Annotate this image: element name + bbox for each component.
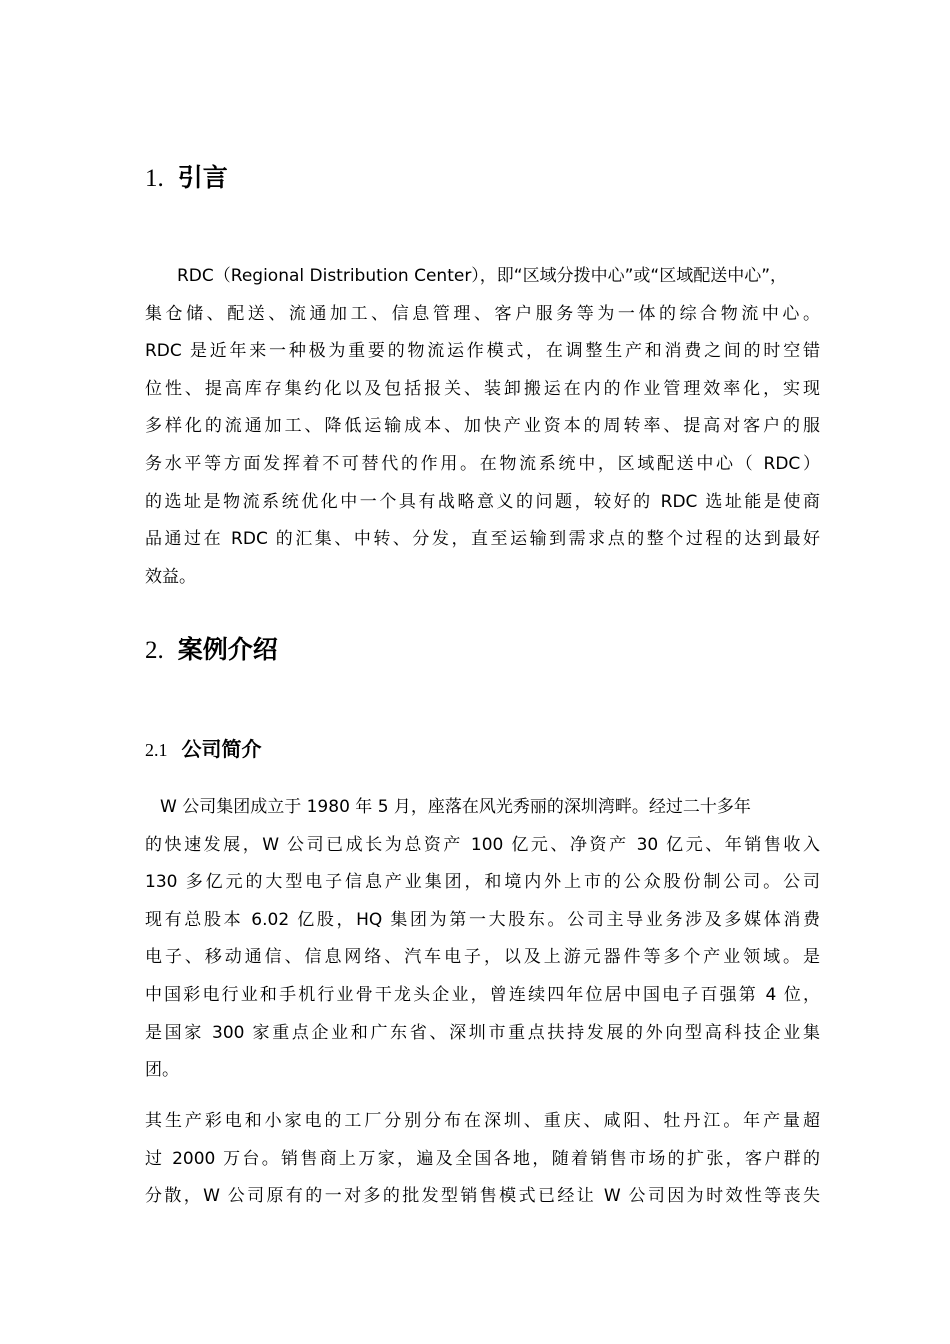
text-line: 多样化的流通加工、降低运输成本、加快产业资本的周转率、提高对客户的服 — [145, 416, 820, 437]
text-line: 电子、移动通信、信息网络、汽车电子，以及上游元器件等多个产业领域。是 — [145, 947, 820, 968]
text-line: 其生产彩电和小家电的工厂分别分布在深圳、重庆、咸阳、牡丹江。年产量超 — [145, 1111, 820, 1131]
text-line: 效益。 — [145, 566, 196, 587]
text-line: 中国彩电行业和手机行业骨干龙头企业，曾连续四年位居中国电子百强第 4 位， — [145, 984, 820, 1005]
text-line: 的选址是物流系统优化中一个具有战略意义的问题，较好的 RDC 选址能是使商 — [145, 491, 820, 512]
text-line: 品通过在 RDC 的汇集、中转、分发，直至运输到需求点的整个过程的达到最好 — [145, 529, 820, 550]
text-line: RDC 是近年来一种极为重要的物流运作模式，在调整生产和消费之间的时空错 — [145, 341, 820, 362]
intro-paragraph — [145, 258, 820, 596]
text-line: 现有总股本 6.02 亿股，HQ 集团为第一大股东。公司主导业务涉及多媒体消费 — [145, 909, 820, 930]
text-line: W 公司集团成立于 1980 年 5 月，座落在风光秀丽的深圳湾畔。经过二十多年 — [160, 797, 751, 817]
text-line: 130 多亿元的大型电子信息产业集团，和境内外上市的公众股份制公司。公司 — [145, 872, 820, 893]
text-line: 位性、提高库存集约化以及包括报关、装卸搬运在内的作业管理效率化，实现 — [145, 378, 820, 399]
section-number: 1. — [145, 165, 164, 192]
subsection-number: 2.1 — [145, 740, 168, 760]
text-line: 过 2000 万台。销售商上万家，遍及全国各地，随着销售市场的扩张，客户群的 — [145, 1148, 820, 1169]
production-paragraph — [145, 1103, 820, 1216]
subsection-heading-company — [145, 735, 262, 764]
section-number: 2. — [145, 637, 164, 664]
subsection-title: 公司简介 — [181, 737, 262, 761]
text-line: 分散，W 公司原有的一对多的批发型销售模式已经让 W 公司因为时效性等丧失 — [145, 1186, 820, 1207]
text-line: 是国家 300 家重点企业和广东省、深圳市重点扶持发展的外向型高科技企业集 — [145, 1022, 820, 1043]
text-line: 务水平等方面发挥着不可替代的作用。在物流系统中，区域配送中心（ RDC） — [145, 453, 820, 474]
section-title: 案例介绍 — [177, 635, 278, 664]
company-paragraph — [145, 789, 820, 1090]
text-line: RDC（Regional Distribution Center），即“区域分拨中心”或“区域配送中心”， — [177, 266, 788, 286]
text-line: 集仓储、配送、流通加工、信息管理、客户服务等为一体的综合物流中心。 — [145, 303, 820, 324]
section-heading-case — [145, 634, 278, 667]
section-heading-introduction — [145, 162, 228, 195]
text-line: 的快速发展，W 公司已成长为总资产 100 亿元、净资产 30 亿元、年销售收入 — [145, 834, 820, 855]
section-title: 引言 — [177, 163, 228, 192]
text-line: 团。 — [145, 1060, 179, 1081]
